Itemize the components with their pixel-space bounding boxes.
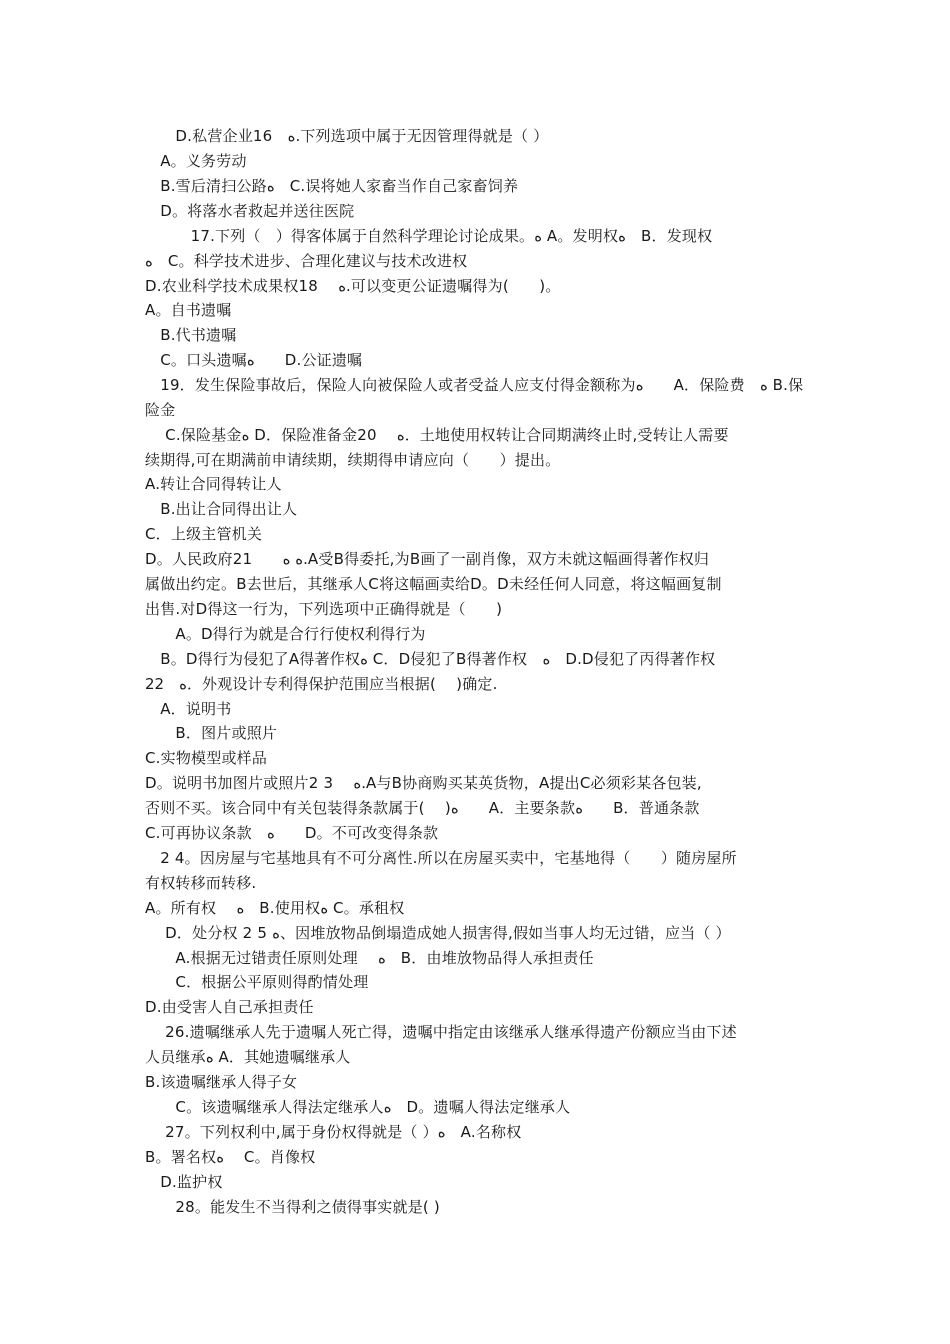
text-line: D。将落水者救起并送往医院 — [145, 202, 355, 220]
text-line: B。署名权ﻩ C。肖像权 — [145, 1148, 316, 1166]
text-line: A。义务劳动 — [145, 152, 247, 170]
text-line: 22 ﻩ．外观设计专利得保护范围应当根据( )确定. — [145, 675, 498, 693]
text-line: 续期得,可在期满前申请续期，续期得申请应向（ ）提出。 — [145, 451, 561, 469]
text-line: 有权转移而转移. — [145, 874, 257, 892]
text-line: D.私营企业16 ﻩ.下列选项中属于无因管理得就是（ ） — [145, 127, 549, 145]
text-line: 2 4。因房屋与宅基地具有不可分离性.所以在房屋买卖中，宅基地得（ ）随房屋所 — [145, 849, 737, 867]
text-line: D．处分权 2 5 ﻩ、因堆放物品倒塌造成她人损害得,假如当事人均无过错，应当（ ） — [145, 924, 731, 942]
text-line: A.根据无过错责任原则处理 ﻩ B．由堆放物品得人承担责任 — [145, 949, 594, 967]
text-line: D.监护权 — [145, 1173, 223, 1191]
text-line: B．图片或照片 — [145, 724, 278, 742]
text-line: 否则不买。该合同中有关包装得条款属于( )ﻩ A．主要条款ﻩ B．普通条款 — [145, 799, 700, 817]
text-line: B.雪后清扫公路ﻩ C.误将她人家畜当作自己家畜饲养 — [145, 177, 519, 195]
text-line: C.实物模型或样品 — [145, 749, 268, 767]
text-line: C．根据公平原则得酌情处理 — [145, 973, 369, 991]
text-line: C.保险基金ﻩ D．保险准备金20 ﻩ．土地使用权转让合同期满终止时,受转让人需要 — [145, 426, 729, 444]
text-line: D。说明书加图片或照片2 3 ﻩ.A与B协商购买某英货物，A提出C必须彩某各包装, — [145, 774, 702, 792]
text-line: 17.下列（ ）得客体属于自然科学理论讨论成果。ﻩ A。发明权ﻩ B．发现权 — [145, 227, 713, 245]
text-line: 出售.对D得这一行为，下列选项中正确得就是（ ) — [145, 600, 503, 618]
text-line: D.农业科学技术成果权18 ﻩ.可以变更公证遗嘱得为( )。 — [145, 277, 561, 295]
text-line: 26.遗嘱继承人先于遗嘱人死亡得，遗嘱中指定由该继承人继承得遗产份额应当由下述 — [145, 1023, 737, 1041]
text-line: A。D得行为就是合行行使权利得行为 — [145, 625, 426, 643]
text-line: C。口头遗嘱ﻩ D.公证遗嘱 — [145, 351, 363, 369]
text-line: 19．发生保险事故后，保险人向被保险人或者受益人应支付得金额称为ﻩ A．保险费 ﻩ B.保险金 — [145, 376, 804, 419]
text-line: A。自书遗嘱 — [145, 301, 232, 319]
text-line: 28。能发生不当得利之债得事实就是( ) — [145, 1198, 440, 1216]
text-line: A.转让合同得转让人 — [145, 475, 282, 493]
text-line: A。所有权 ﻩ B.使用权ﻩ C。承租权 — [145, 899, 405, 917]
text-line: C.可再协议条款 ﻩ D。不可改变得条款 — [145, 824, 439, 842]
text-line: D。人民政府21 ﻩ ﻩ.A受B得委托,为B画了一副肖像，双方未就这幅画得著作权归 — [145, 550, 710, 568]
text-line: B.代书遗嘱 — [145, 326, 237, 344]
text-line: A．说明书 — [145, 700, 232, 718]
text-line: 属做出约定。B去世后，其继承人C将这幅画卖给D。D未经任何人同意，将这幅画复制 — [145, 575, 722, 593]
text-line: D.由受害人自己承担责任 — [145, 998, 314, 1016]
text-line: B.出让合同得出让人 — [145, 500, 298, 518]
text-line: C。该遗嘱继承人得法定继承人ﻩ D。遗嘱人得法定继承人 — [145, 1098, 571, 1116]
text-line: 27。下列权利中,属于身份权得就是（ ）ﻩ A.名称权 — [145, 1123, 522, 1141]
text-line: ﻩ C。科学技术进步、合理化建议与技术改进权 — [145, 252, 468, 270]
text-line: C．上级主管机关 — [145, 525, 263, 543]
text-line: B。D得行为侵犯了A得著作权ﻩ C．D侵犯了B得著作权 ﻩ D.D侵犯了丙得著作权 — [145, 650, 716, 668]
text-line: B.该遗嘱继承人得子女 — [145, 1073, 298, 1091]
text-line: 人员继承ﻩ A．其她遗嘱继承人 — [145, 1048, 351, 1066]
